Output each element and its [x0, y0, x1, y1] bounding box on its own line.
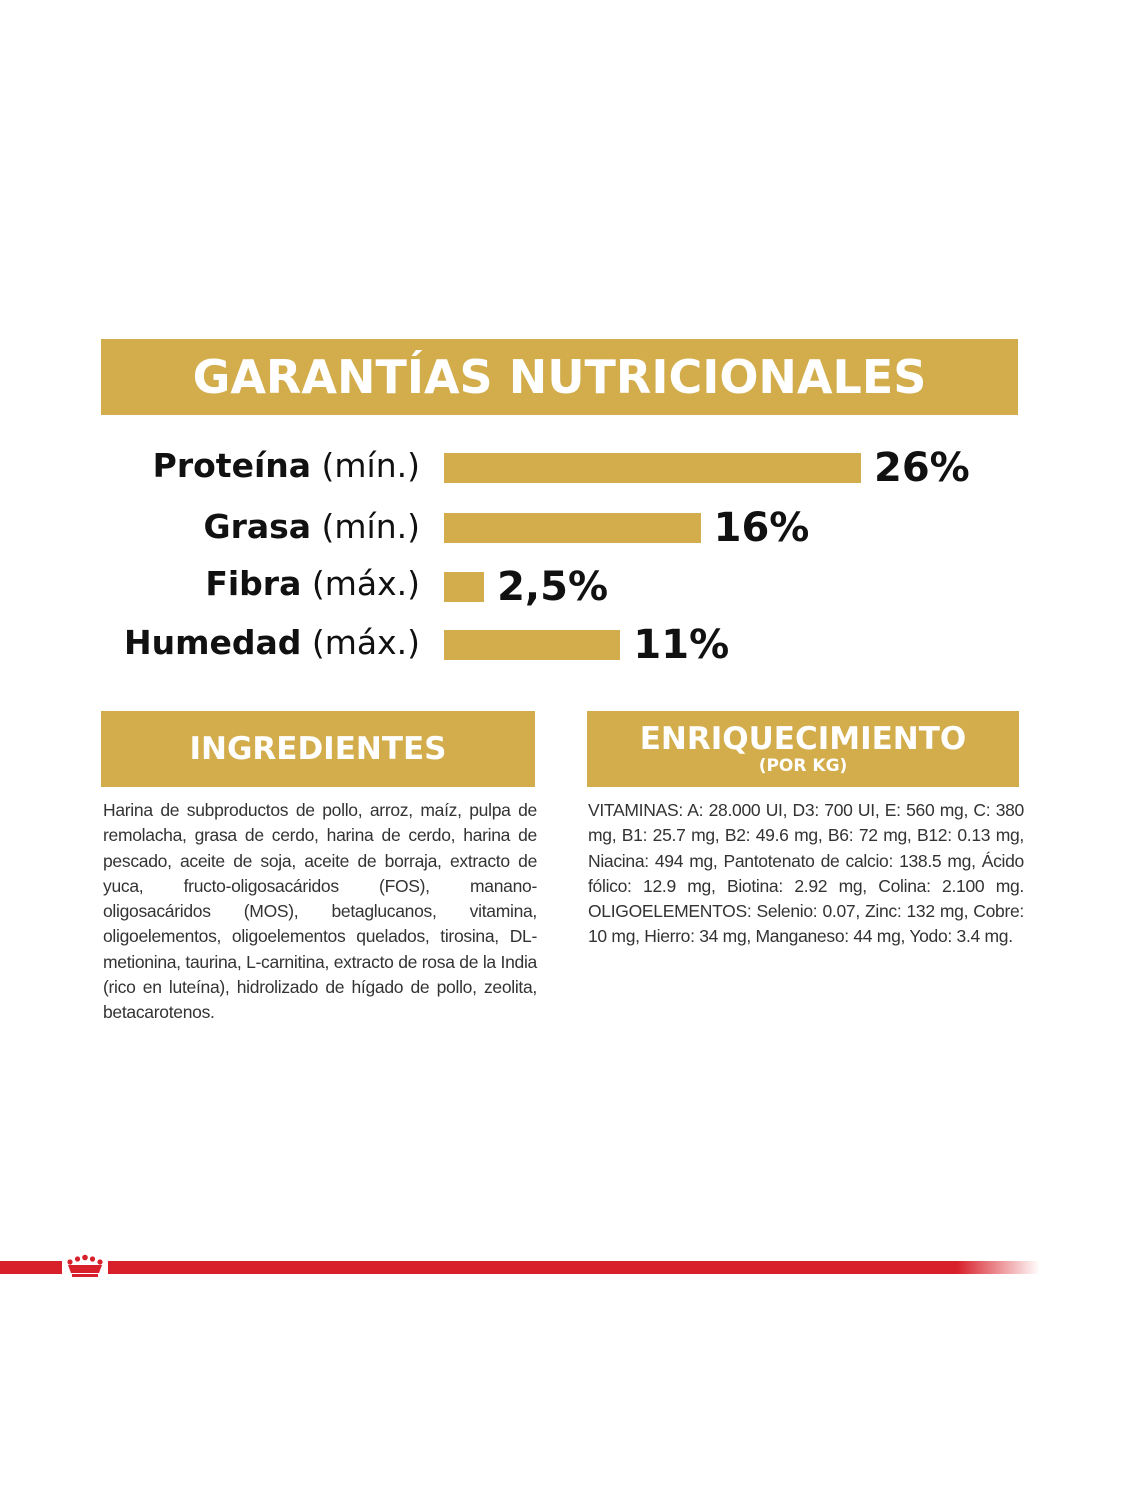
main-title: GARANTÍAS NUTRICIONALES [192, 350, 927, 404]
label-humedad [124, 623, 420, 662]
brand-red-line [0, 1261, 1040, 1274]
bar-proteina [444, 453, 861, 483]
value-label-fibra: 2,5% [497, 564, 609, 610]
enrichment-subtitle: (POR KG) [758, 756, 848, 776]
enrichment-title: ENRIQUECIMIENTO [639, 721, 967, 757]
label-qualifier: (mín.) [321, 446, 420, 485]
label-fibra [205, 564, 420, 603]
label-qualifier: (máx.) [311, 623, 420, 662]
label-qualifier: (mín.) [321, 507, 420, 546]
enrichment-banner [587, 711, 1019, 787]
ingredients-title: INGREDIENTES [189, 731, 447, 767]
value-label-grasa: 16% [713, 505, 810, 551]
bar-grasa [444, 513, 701, 543]
crown-icon [62, 1254, 108, 1280]
ingredients-banner [101, 711, 535, 787]
label-grasa [203, 507, 420, 546]
main-title-banner [101, 339, 1018, 415]
ingredients-text: Harina de subproductos de pollo, arroz, maíz, pulpa de remolacha, grasa de cerdo, harina de cerdo, harina de pescado, aceite de soja, aceite de borraja, extracto de yuca, fructo-oligosacáridos (FOS), manano-oligosacáridos (MOS), betaglucanos, vitamina, oligoelementos, oligoelementos quelados, tirosina, DL-metionina, taurina, L-carnitina, extracto de rosa de la India (rico en luteína), hidrolizado de hígado de pollo, zeolita, betacarotenos. [103, 800, 537, 1023]
label-name: Proteína [152, 446, 312, 485]
label-name: Fibra [205, 564, 302, 603]
label-proteina [153, 446, 420, 485]
label-name: Humedad [123, 623, 302, 662]
bar-fibra [444, 572, 484, 602]
enrichment-text: VITAMINAS: A: 28.000 UI, D3: 700 UI, E: 560 mg, C: 380 mg, B1: 25.7 mg, B2: 49.6 mg, B6: 72 mg, B12: 0.13 mg, Niacina: 494 mg, Pantotenato de calcio: 138.5 mg, Ácido fólico: 12.9 mg, Biotina: 2.92 mg, Colina: 2.100 mg. OLIGOELEMENTOS: Selenio: 0.07, Zinc: 132 mg, Cobre: 10 mg, Hierro: 34 mg, Manganeso: 44 mg, Yodo: 3.4 mg. [588, 800, 1024, 947]
value-label-proteina: 26% [874, 445, 970, 491]
label-qualifier: (máx.) [311, 564, 420, 603]
label-name: Grasa [203, 507, 312, 546]
value-label-humedad: 11% [633, 622, 730, 668]
bar-humedad [444, 630, 620, 660]
